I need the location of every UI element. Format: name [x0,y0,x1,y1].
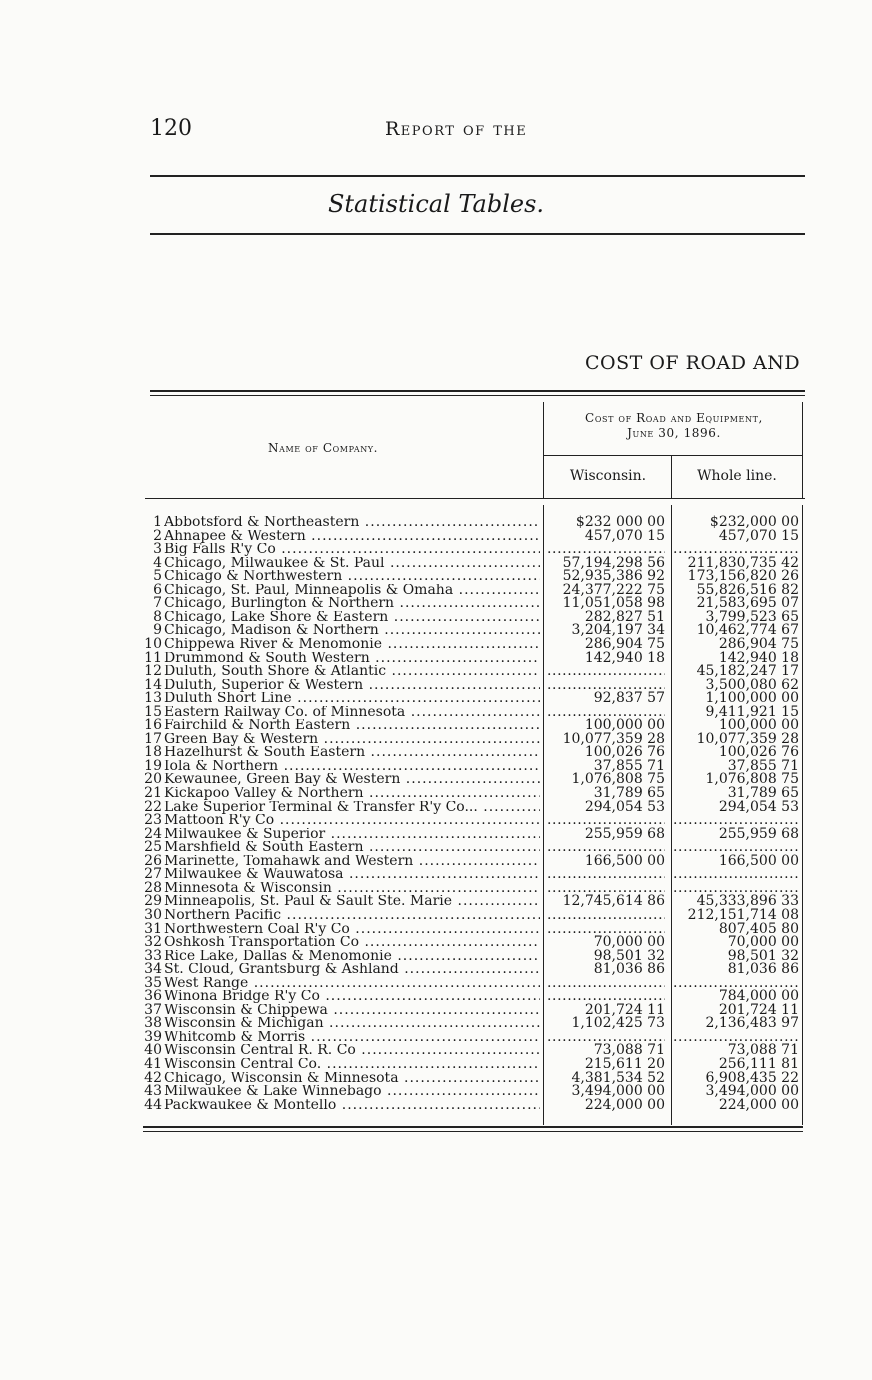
table-row [143,692,803,706]
wisconsin-cost: 70,000 00 [593,934,665,951]
whole-line-cost: 9,411,921 15 [705,703,799,720]
header-cost-line1: Cost of Road and Equipment, [585,411,763,425]
row-number: 13 [144,690,162,707]
wisconsin-cost: 3,204,197 34 [571,622,665,639]
table-row [143,676,803,693]
row-number: 31 [144,920,162,937]
row-number: 42 [144,1069,162,1086]
page-number: 120 [150,116,192,141]
wisconsin-cost: 52,935,386 92 [562,568,665,585]
table-row [143,841,803,855]
row-number: 18 [144,744,162,761]
whole-line-cost: 3,500,080 62 [705,676,799,693]
row-number: 20 [144,771,162,788]
wisconsin-cost: 286,904 75 [584,635,665,652]
whole-line-cost: 784,000 00 [718,988,799,1005]
row-number: 39 [144,1028,162,1045]
row-number: 35 [144,974,162,991]
company-name: Rice Lake, Dallas & Menomonie ..... [164,950,540,964]
table-bottom-rule-2 [143,1131,803,1132]
table-row [143,757,803,774]
whole-line-cost: 100,026 76 [718,744,799,761]
company-name: Chicago, Lake Shore & Eastern ..... [164,611,540,625]
header-cost-line2: June 30, 1896. [627,426,721,440]
company-name: Minnesota & Wisconsin ..... [164,882,540,896]
wisconsin-cost: 57,194,298 56 [562,554,665,571]
header-subrule [544,455,802,456]
company-name: Big Falls R'y Co ..... [164,543,540,557]
row-number: 5 [153,568,162,585]
row-number: 22 [144,798,162,815]
wisconsin-cost: 100,000 00 [584,717,665,734]
table-row [143,787,803,801]
wisconsin-cost: $232 000 00 [575,514,665,530]
row-number: 26 [144,852,162,869]
table-row [143,906,803,923]
whole-line-cost: 256,111 81 [718,1056,799,1072]
company-name: Mattoon R'y Co ..... [164,814,540,828]
row-number: 11 [144,649,162,666]
company-name: Kewaunee, Green Bay & Western ..... [164,773,540,787]
table-row [143,868,803,882]
row-number: 21 [144,785,162,801]
table-row [143,1085,803,1099]
table-row [143,773,803,787]
whole-line-cost: 3,799,523 65 [705,608,799,625]
company-name: Packwaukee & Montello ..... [164,1099,540,1113]
header-wisconsin: Wisconsin. [569,468,647,484]
company-name: Chippewa River & Menomonie ..... [164,638,540,652]
company-name: Abbotsford & Northeastern ..... [164,516,540,530]
wisconsin-cost [547,665,665,679]
company-name: Marinette, Tomahawk and Western ..... [164,855,540,869]
wisconsin-cost: 224,000 00 [584,1096,665,1113]
wisconsin-cost: 166,500 00 [584,852,665,869]
company-name: Duluth, South Shore & Atlantic ..... [164,665,540,679]
wisconsin-cost: 11,051,058 98 [562,595,665,612]
company-name: Wisconsin & Michigan ..... [164,1017,540,1031]
whole-line-cost: 45,333,896 33 [696,893,799,910]
whole-line-cost: 294,054 53 [718,798,799,815]
table-row [143,1058,803,1072]
whole-line-cost: 142,940 18 [718,649,799,666]
section-rule [150,233,805,235]
wisconsin-cost: 73,088 71 [593,1042,665,1059]
header-bottom-rule [145,498,805,499]
row-number: 12 [144,663,162,680]
whole-line-cost: 31,789 65 [727,785,799,801]
top-rule [150,175,805,177]
whole-line-cost: 286,904 75 [718,635,799,652]
table-row [143,947,803,964]
table-row [143,825,803,842]
company-name: Whitcomb & Morris ..... [164,1031,540,1045]
header-divider-right [802,402,803,498]
row-number: 8 [153,608,162,625]
row-number: 16 [144,717,162,734]
wisconsin-cost: 100,026 76 [584,744,665,761]
company-name: Wisconsin Central R. R. Co ..... [164,1044,540,1058]
company-name: Chicago, Madison & Northern ..... [164,624,540,638]
whole-line-cost: 173,156,820 26 [687,568,799,585]
row-number: 37 [144,1001,162,1018]
table-row [143,936,803,950]
row-number: 10 [144,635,162,652]
table-row [143,963,803,977]
table-bottom-rule-1 [143,1126,803,1128]
row-number: 14 [144,676,162,693]
row-number: 30 [144,906,162,923]
company-name: Chicago, Milwaukee & St. Paul ..... [164,557,540,571]
wisconsin-cost: 92,837 57 [593,690,665,707]
running-head-text: Report of the [385,118,528,140]
row-number: 15 [144,703,162,720]
company-name: Kickapoo Valley & Northern ..... [164,787,540,801]
row-number: 43 [144,1083,162,1100]
table-row [143,1001,803,1018]
wisconsin-cost: 255,959 68 [584,825,665,842]
whole-line-cost: 81,036 86 [727,961,799,978]
row-number: 9 [153,622,162,639]
table-row [143,527,803,544]
wisconsin-cost: 98,501 32 [593,947,665,964]
whole-line-cost: 1,100,000 00 [705,690,799,707]
company-name: Milwaukee & Lake Winnebago ..... [164,1085,540,1099]
table-row [143,703,803,720]
wisconsin-cost: 81,036 86 [593,961,665,978]
table-title: COST OF ROAD AND [585,352,801,374]
row-number: 23 [144,812,162,829]
company-name: Duluth Short Line ..... [164,692,540,706]
wisconsin-cost: 282,827 51 [584,608,665,625]
table-row [143,665,803,679]
row-number: 40 [144,1042,162,1059]
table-row [143,746,803,760]
running-head [385,118,527,140]
row-number: 28 [144,879,162,896]
whole-line-cost: 55,826,516 82 [696,581,799,598]
row-number: 25 [144,839,162,856]
wisconsin-cost: 3,494,000 00 [571,1083,665,1100]
whole-line-cost: 1,076,808 75 [705,771,799,788]
table-row [143,814,803,828]
section-title: Statistical Tables. [327,190,545,218]
company-name: Ahnapee & Western ..... [164,530,540,544]
whole-line-cost: 73,088 71 [727,1042,799,1059]
wisconsin-cost [547,868,665,882]
company-name: Marshfield & South Eastern ..... [164,841,540,855]
wisconsin-cost: 201,724 11 [584,1001,665,1018]
wisconsin-cost: 31,789 65 [593,785,665,801]
row-number: 7 [153,595,162,612]
wisconsin-cost: 12,745,614 86 [562,893,665,910]
table-row [143,1028,803,1045]
table-row [143,974,803,991]
table-row [143,730,803,747]
company-name: Eastern Railway Co. of Minnesota ..... [164,706,540,720]
table-top-rule-2 [150,395,805,396]
whole-line-cost: 166,500 00 [718,852,799,869]
wisconsin-cost [547,909,665,923]
wisconsin-cost: 1,102,425 73 [571,1015,665,1032]
table-row [143,624,803,638]
whole-line-cost: 100,000 00 [718,717,799,734]
header-cost-group [546,411,802,441]
wisconsin-cost: 457,070 15 [584,527,665,544]
company-name: Chicago, St. Paul, Minneapolis & Omaha ..... [164,584,540,598]
company-name: Chicago, Burlington & Northern ..... [164,597,540,611]
whole-line-cost: 98,501 32 [727,947,799,964]
wisconsin-cost: 4,381,534 52 [571,1069,665,1086]
company-name: Drummond & South Western ..... [164,652,540,666]
company-name: Wisconsin & Chippewa ..... [164,1004,540,1018]
row-number: 24 [144,825,162,842]
row-number: 32 [144,934,162,951]
row-number: 19 [144,757,162,774]
company-name: Chicago & Northwestern ..... [164,570,540,584]
whole-line-cost: 6,908,435 22 [705,1069,799,1086]
row-number: 1 [153,514,162,530]
company-name: Winona Bridge R'y Co ..... [164,990,540,1004]
whole-line-cost: 457,070 15 [718,527,799,544]
company-name: Chicago, Wisconsin & Minnesota ..... [164,1072,540,1086]
table-row [143,516,803,530]
table-row [143,990,803,1004]
wisconsin-cost: 37,855 71 [593,757,665,774]
table-top-rule-1 [150,390,805,392]
header-divider-left [543,402,544,498]
company-name: Northern Pacific ..... [164,909,540,923]
row-number: 6 [153,581,162,598]
row-number: 27 [144,866,162,883]
company-name: Lake Superior Terminal & Transfer R'y Co... ..... [164,801,540,815]
wisconsin-cost: 1,076,808 75 [571,771,665,788]
wisconsin-cost: 24,377,222 75 [562,581,665,598]
table-row [143,1017,803,1031]
company-name: Oshkosh Transportation Co ..... [164,936,540,950]
wisconsin-cost [547,977,665,991]
table-row [143,1096,803,1113]
whole-line-cost: 2,136,483 97 [705,1015,799,1032]
whole-line-cost: 807,405 80 [718,920,799,937]
company-name: Green Bay & Western ..... [164,733,540,747]
wisconsin-cost: 215,611 20 [584,1056,665,1072]
header-whole-line: Whole line. [697,468,777,484]
whole-line-cost: 201,724 11 [718,1001,799,1018]
row-number: 33 [144,947,162,964]
table-row [143,920,803,937]
whole-line-cost [673,868,799,882]
wisconsin-cost: 10,077,359 28 [562,730,665,747]
company-name: West Range ..... [164,977,540,991]
company-name: Hazelhurst & South Eastern ..... [164,746,540,760]
company-name: Fairchild & North Eastern ..... [164,719,540,733]
whole-line-cost: 10,077,359 28 [696,730,799,747]
row-number: 29 [144,893,162,910]
company-name: Milwaukee & Wauwatosa ..... [164,868,540,882]
company-name: Iola & Northern ..... [164,760,540,774]
whole-line-cost: 224,000 00 [718,1096,799,1113]
header-company-name: Name of Company. [268,441,379,455]
company-name: Wisconsin Central Co. ..... [164,1058,540,1072]
whole-line-cost: 3,494,000 00 [705,1083,799,1100]
row-number: 41 [144,1056,162,1072]
table-row [143,798,803,815]
company-name: St. Cloud, Grantsburg & Ashland ..... [164,963,540,977]
whole-line-cost: 37,855 71 [727,757,799,774]
whole-line-cost: 255,959 68 [718,825,799,842]
company-name: Northwestern Coal R'y Co ..... [164,923,540,937]
whole-line-cost: 10,462,774 67 [696,622,799,639]
row-number: 3 [153,541,162,558]
whole-line-cost: 212,151,714 08 [687,906,799,923]
whole-line-cost: $232,000 00 [709,514,799,530]
row-number: 38 [144,1015,162,1032]
wisconsin-cost: 294,054 53 [584,798,665,815]
table-row [143,635,803,652]
company-name: Duluth, Superior & Western ..... [164,679,540,693]
row-number: 34 [144,961,162,978]
row-number: 2 [153,527,162,544]
row-number: 36 [144,988,162,1005]
company-name: Milwaukee & Superior ..... [164,828,540,842]
table-row [143,852,803,869]
row-number: 4 [153,554,162,571]
header-divider-mid [671,456,672,498]
table-row [143,1069,803,1086]
whole-line-cost: 45,182,247 17 [696,663,799,680]
wisconsin-cost: 142,940 18 [584,649,665,666]
row-number: 44 [144,1096,162,1113]
whole-line-cost: 21,583,695 07 [696,595,799,612]
row-number: 17 [144,730,162,747]
table-row [143,597,803,611]
table-row [143,1044,803,1058]
company-name: Minneapolis, St. Paul & Sault Ste. Marie ..... [164,895,540,909]
whole-line-cost: 211,830,735 42 [687,554,799,571]
whole-line-cost: 70,000 00 [727,934,799,951]
